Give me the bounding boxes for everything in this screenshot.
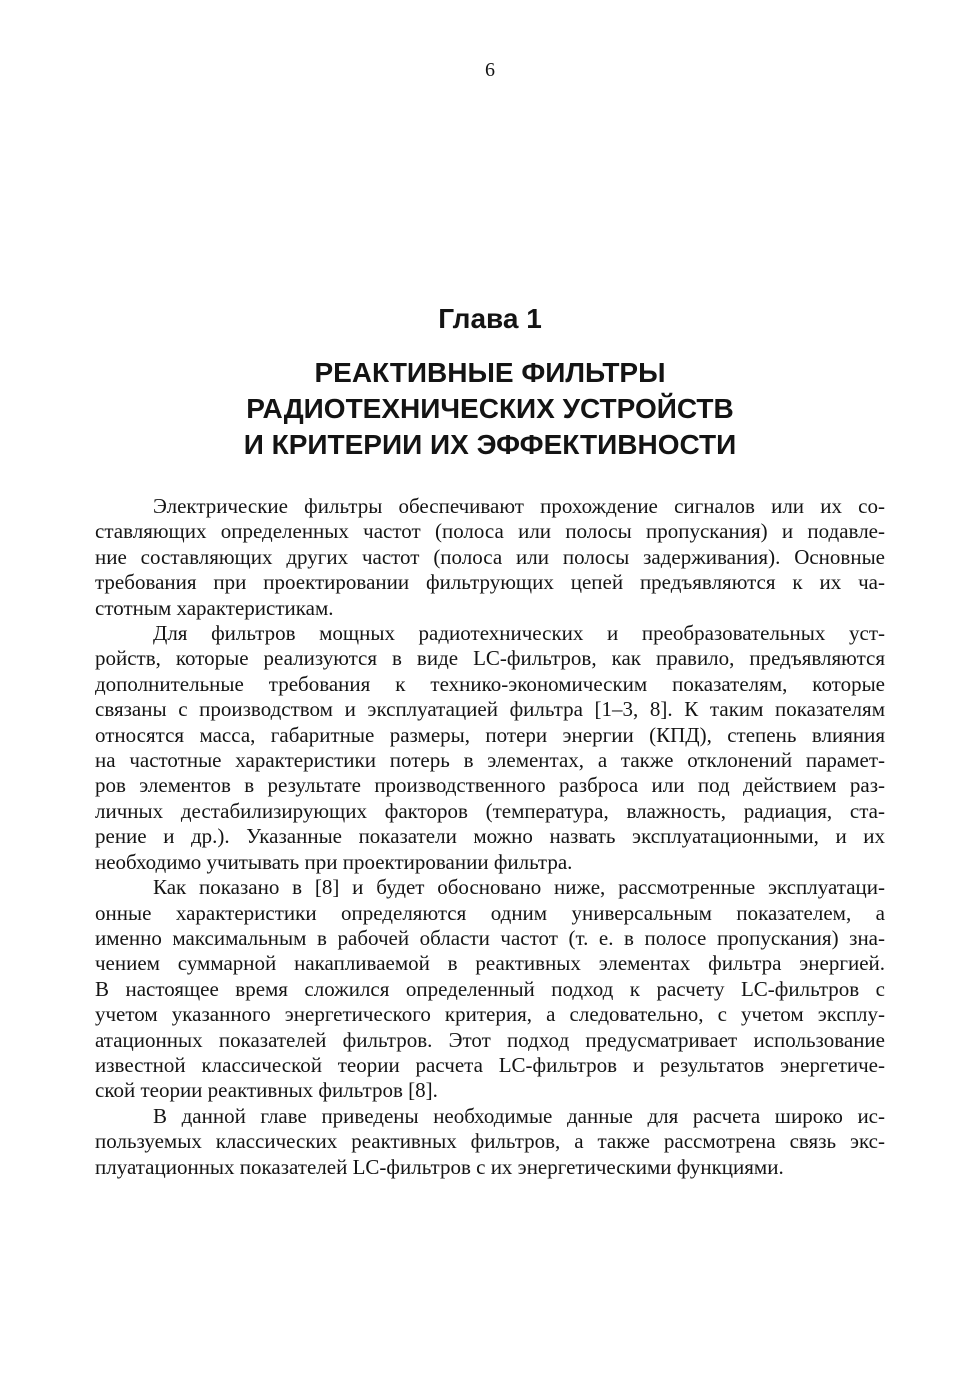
text-line: рение и др.). Указанные показатели можно назвать эксплуатационными, и их <box>95 824 885 849</box>
chapter-title <box>0 355 980 463</box>
text-line: известной классической теории расчета LC-фильтров и результатов энергетиче- <box>95 1052 885 1077</box>
text-line: В настоящее время сложился определенный подход к расчету LC-фильтров с <box>95 976 885 1001</box>
text-line: плуатационных показателей LC-фильтров с их энергетическими функциями. <box>95 1154 784 1179</box>
text-line: именно максимальным в рабочей области частот (т. е. в полосе пропускания) зна- <box>95 925 885 950</box>
text-line: атационных показателей фильтров. Этот подход предусматривает использование <box>95 1027 885 1052</box>
text-line: чением суммарной накапливаемой в реактивных элементах фильтра энергией. <box>95 951 885 976</box>
text-line: ние составляющих других частот (полоса или полосы задерживания). Основные <box>95 544 885 569</box>
text-line: пользуемых классических реактивных фильтров, а также рассмотрена связь экс- <box>95 1129 885 1154</box>
text-line: связаны с производством и эксплуатацией фильтра [1–3, 8]. К таким показателям <box>95 697 885 722</box>
text-line: относятся масса, габаритные размеры, потери энергии (КПД), степень влияния <box>95 722 885 747</box>
body-text <box>95 494 885 1180</box>
text-line: ставляющих определенных частот (полоса или полосы пропускания) и подавле- <box>95 519 885 544</box>
chapter-title-line: И КРИТЕРИИ ИХ ЭФФЕКТИВНОСТИ <box>243 429 737 460</box>
text-line: ской теории реактивных фильтров [8]. <box>95 1078 438 1103</box>
paragraph-1 <box>95 494 885 621</box>
text-line: учетом указанного энергетического критерия, а следовательно, с учетом эксплу- <box>95 1002 885 1027</box>
text-line: требования при проектировании фильтрующих цепей предъявляются к их ча- <box>95 570 885 595</box>
paragraph-4 <box>95 1104 885 1180</box>
text-line: Электрические фильтры обеспечивают прохождение сигналов или их со- <box>153 494 885 518</box>
paragraph-3 <box>95 875 885 1104</box>
text-line: онные характеристики определяются одним универсальным показателем, а <box>95 900 885 925</box>
text-line: Для фильтров мощных радиотехнических и преобразовательных уст- <box>153 621 885 646</box>
chapter-title-line: РЕАКТИВНЫЕ ФИЛЬТРЫ <box>314 357 666 388</box>
text-line: необходимо учитывать при проектировании фильтра. <box>95 849 573 874</box>
page-number: 6 <box>485 59 495 81</box>
text-line: личных дестабилизирующих факторов (температура, влажность, радиация, ста- <box>95 798 885 823</box>
chapter-title-line: РАДИОТЕХНИЧЕСКИХ УСТРОЙСТВ <box>246 393 734 424</box>
text-line: ров элементов в результате производственного разброса или под действием раз- <box>95 773 885 798</box>
chapter-label: Глава 1 <box>438 303 542 334</box>
paragraph-2 <box>95 621 885 875</box>
text-line: ройств, которые реализуются в виде LC-фильтров, как правило, предъявляются <box>95 646 885 671</box>
text-line: дополнительные требования к технико-экономическим показателям, которые <box>95 671 885 696</box>
text-line: на частотные характеристики потерь в элементах, а также отклонений парамет- <box>95 748 885 773</box>
text-line: стотным характеристикам. <box>95 595 334 620</box>
text-line: В данной главе приведены необходимые данные для расчета широко ис- <box>153 1103 885 1128</box>
text-line: Как показано в [8] и будет обосновано ниже, рассмотренные эксплуатаци- <box>153 875 885 900</box>
